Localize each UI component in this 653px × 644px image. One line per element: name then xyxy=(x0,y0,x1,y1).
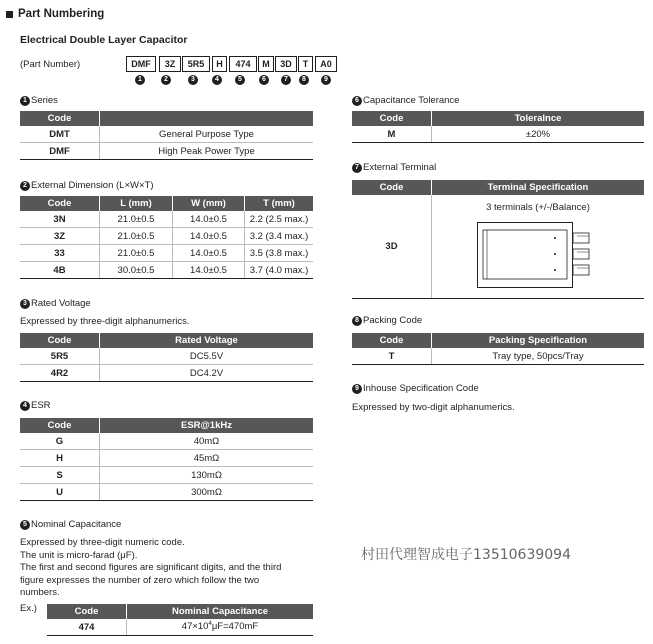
section-description: Expressed by two-digit alphanumerics. xyxy=(352,402,515,413)
table-row xyxy=(352,348,644,365)
table-header-row xyxy=(352,180,644,195)
table-cell: DC5.5V xyxy=(100,348,314,365)
terminal-spec-text: 3 terminals (+/-/Balance) xyxy=(486,202,590,213)
table-cell: 45mΩ xyxy=(100,450,314,467)
description-line: The first and second figures are significant digits, and the third xyxy=(20,562,282,573)
circle-number-icon: 2 xyxy=(20,181,30,191)
cap-tol-table xyxy=(352,111,644,143)
part-box: A0 xyxy=(315,56,337,72)
table-cell: 21.0±0.5 xyxy=(100,245,173,262)
table-cell: T xyxy=(352,348,432,365)
section-title: Nominal Capacitance xyxy=(31,519,122,530)
table-header: Code xyxy=(352,180,432,195)
table-row xyxy=(20,433,313,450)
table-cell: M xyxy=(352,126,432,143)
table-header-row xyxy=(20,111,313,126)
table-cell: 130mΩ xyxy=(100,467,314,484)
description-line: Expressed by three-digit numeric code. xyxy=(20,537,185,548)
table-row xyxy=(20,365,313,382)
table-cell: 14.0±0.5 xyxy=(173,228,245,245)
table-header: Code xyxy=(20,418,100,433)
part-box: H xyxy=(212,56,227,72)
table-cell: 300mΩ xyxy=(100,484,314,501)
page-title-text: Part Numbering xyxy=(18,8,105,20)
cap-value-exponent: 4 xyxy=(208,621,212,628)
description-line: The unit is micro-farad (μF). xyxy=(20,549,138,561)
circle-number-icon: 7 xyxy=(352,163,362,173)
table-header: Terminal Specification xyxy=(432,180,645,195)
table-cell: 5R5 xyxy=(20,348,100,365)
section-series-heading xyxy=(20,95,58,106)
table-row xyxy=(20,262,313,279)
circle-number-icon: 8 xyxy=(352,316,362,326)
table-header: Code xyxy=(20,111,100,126)
table-cell: 30.0±0.5 xyxy=(100,262,173,279)
table-cell: 14.0±0.5 xyxy=(173,245,245,262)
table-cell: DC4.2V xyxy=(100,365,314,382)
table-cell: 3Z xyxy=(20,228,100,245)
table-header: Code xyxy=(352,111,432,126)
part-box: 5R5 xyxy=(182,56,210,72)
table-header: Nominal Capacitance xyxy=(127,604,314,619)
section-title: External Terminal xyxy=(363,162,437,173)
table-row xyxy=(20,126,313,143)
section-cap-tol-heading xyxy=(352,95,459,106)
circle-number-icon: 8 xyxy=(299,75,309,85)
table-cell: 4B xyxy=(20,262,100,279)
section-ext-term-heading xyxy=(352,162,436,173)
table-cell: 2.2 (2.5 max.) xyxy=(245,211,314,228)
circle-number-icon: 9 xyxy=(352,384,362,394)
table-header: Code xyxy=(20,196,100,211)
example-label: Ex.) xyxy=(20,603,37,614)
packing-table xyxy=(352,333,644,365)
table-header: T (mm) xyxy=(245,196,314,211)
table-header: ESR@1kHz xyxy=(100,418,314,433)
section-title: Capacitance Tolerance xyxy=(363,95,460,106)
circle-number-icon: 7 xyxy=(281,75,291,85)
cap-value-base: 47×10 xyxy=(181,621,209,633)
table-cell: DMF xyxy=(20,143,100,160)
table-cell: 21.0±0.5 xyxy=(100,211,173,228)
table-row xyxy=(20,450,313,467)
table-cell: 21.0±0.5 xyxy=(100,228,173,245)
nominal-cap-table xyxy=(47,604,313,636)
table-cell: 3.5 (3.8 max.) xyxy=(245,245,314,262)
description-line: numbers. xyxy=(20,587,60,598)
circle-number-icon: 5 xyxy=(20,520,30,530)
table-header: L (mm) xyxy=(100,196,173,211)
circle-number-icon: 6 xyxy=(259,75,269,85)
table-cell: 40mΩ xyxy=(100,433,314,450)
esr-table xyxy=(20,418,313,501)
table-cell: 474 xyxy=(47,619,127,636)
table-header: Packing Specification xyxy=(432,333,645,348)
section-title: Inhouse Specification Code xyxy=(363,383,479,394)
table-cell: G xyxy=(20,433,100,450)
table-cell: S xyxy=(20,467,100,484)
circle-number-icon: 4 xyxy=(20,401,30,411)
section-nominal-cap-heading xyxy=(20,519,121,530)
table-cell: 3.7 (4.0 max.) xyxy=(245,262,314,279)
section-esr-heading xyxy=(20,400,51,411)
table-header: Code xyxy=(47,604,127,619)
table-row xyxy=(20,484,313,501)
part-box: M xyxy=(258,56,274,72)
table-cell xyxy=(127,619,314,636)
circle-number-icon: 1 xyxy=(135,75,145,85)
table-row xyxy=(352,195,644,299)
table-cell: 14.0±0.5 xyxy=(173,262,245,279)
circle-number-icon: 3 xyxy=(20,299,30,309)
table-row xyxy=(47,619,313,636)
table-header-row xyxy=(47,604,313,619)
circle-number-icon: 3 xyxy=(188,75,198,85)
section-title: Rated Voltage xyxy=(31,298,91,309)
watermark-text: 村田代理智成电子13510639094 xyxy=(361,547,571,563)
table-row xyxy=(20,245,313,262)
section-description: Expressed by three-digit alphanumerics. xyxy=(20,316,190,327)
circle-number-icon: 6 xyxy=(352,96,362,106)
subtitle: Electrical Double Layer Capacitor xyxy=(20,34,188,46)
table-header xyxy=(100,111,314,126)
table-header-row xyxy=(352,333,644,348)
section-packing-heading xyxy=(352,315,422,326)
table-header-row xyxy=(20,418,313,433)
table-cell: H xyxy=(20,450,100,467)
circle-number-icon: 9 xyxy=(321,75,331,85)
ext-term-table xyxy=(352,180,644,299)
table-cell: 3D xyxy=(352,195,432,299)
table-row xyxy=(352,126,644,143)
table-header: Rated Voltage xyxy=(100,333,314,348)
table-cell: Tray type, 50pcs/Tray xyxy=(432,348,645,365)
bullet-square-icon xyxy=(6,11,13,18)
section-title: External Dimension (L×W×T) xyxy=(31,180,154,191)
table-cell: 3N xyxy=(20,211,100,228)
section-description xyxy=(20,537,320,600)
terminal-diagram-icon xyxy=(477,222,607,288)
table-cell: ±20% xyxy=(432,126,645,143)
table-cell: U xyxy=(20,484,100,501)
table-header-row xyxy=(20,333,313,348)
part-box: DMF xyxy=(126,56,156,72)
section-title: Packing Code xyxy=(363,315,423,326)
page-title xyxy=(6,8,104,20)
table-row xyxy=(20,467,313,484)
section-title: ESR xyxy=(31,400,51,411)
table-cell: DMT xyxy=(20,126,100,143)
table-header-row xyxy=(352,111,644,126)
part-number-diagram xyxy=(126,56,336,88)
table-cell: 3.2 (3.4 max.) xyxy=(245,228,314,245)
table-cell xyxy=(432,195,645,299)
part-box: 3D xyxy=(275,56,297,72)
ext-dim-table xyxy=(20,196,313,279)
circle-number-icon: 5 xyxy=(235,75,245,85)
series-table xyxy=(20,111,313,160)
table-row xyxy=(20,228,313,245)
description-line: figure expresses the number of zero which follow the two xyxy=(20,574,260,586)
part-box: T xyxy=(298,56,313,72)
circle-number-icon: 1 xyxy=(20,96,30,106)
table-cell: General Purpose Type xyxy=(100,126,314,143)
part-number-label: (Part Number) xyxy=(20,59,81,70)
table-row xyxy=(20,211,313,228)
table-cell: 33 xyxy=(20,245,100,262)
rated-voltage-table xyxy=(20,333,313,382)
circle-number-icon: 4 xyxy=(212,75,222,85)
section-ext-dim-heading xyxy=(20,180,153,191)
section-inhouse-heading xyxy=(352,383,479,394)
part-box: 474 xyxy=(229,56,257,72)
part-box: 3Z xyxy=(159,56,181,72)
table-row xyxy=(20,143,313,160)
table-cell: 14.0±0.5 xyxy=(173,211,245,228)
cap-value-unit: μF=470mF xyxy=(211,621,259,633)
section-title: Series xyxy=(31,95,58,106)
table-header-row xyxy=(20,196,313,211)
table-header: W (mm) xyxy=(173,196,245,211)
table-row xyxy=(20,348,313,365)
section-rated-voltage-heading xyxy=(20,298,91,309)
table-header: Code xyxy=(20,333,100,348)
table-cell: 4R2 xyxy=(20,365,100,382)
table-header: Toleralnce xyxy=(432,111,645,126)
circle-number-icon: 2 xyxy=(161,75,171,85)
table-header: Code xyxy=(352,333,432,348)
table-cell: High Peak Power Type xyxy=(100,143,314,160)
